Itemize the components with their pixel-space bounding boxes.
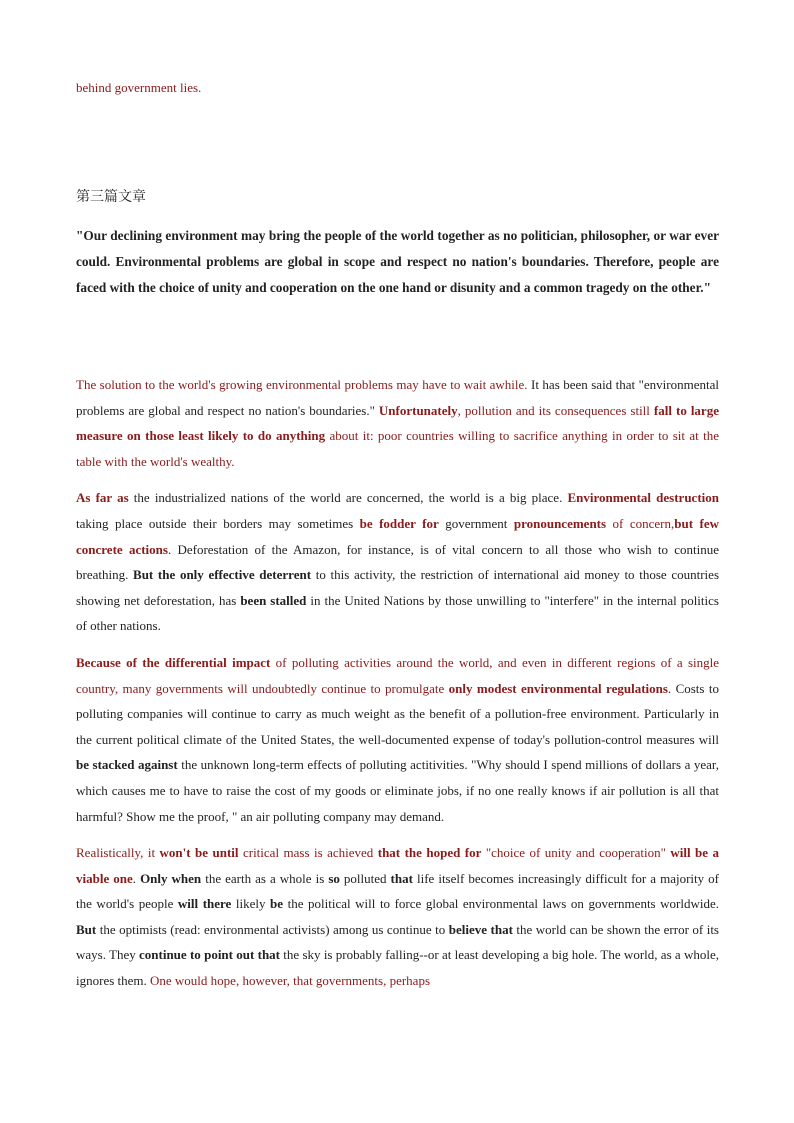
text-run: that the hoped for bbox=[377, 845, 482, 861]
text-run: . Costs to polluting companies will continue to carry as much weight as the benefit of a pollution-free environment. Particularly in the current political climate of the United States, the well-documented expense of today's pollution-control measures will bbox=[76, 680, 719, 747]
essay-paragraph-1 bbox=[76, 372, 719, 474]
text-run: . bbox=[132, 870, 141, 886]
essay-paragraph-4 bbox=[76, 840, 719, 994]
text-run: It has been said that "environmental problems are global and respect no nation's boundaries." bbox=[76, 377, 720, 418]
text-run: to this activity, the restriction of international aid money to those countries showing net deforestation, has bbox=[76, 567, 720, 608]
text-run: won't be until bbox=[159, 845, 239, 861]
text-run: polluted bbox=[339, 870, 391, 886]
text-run: the world can be shown the error of its ways. They bbox=[76, 921, 719, 963]
text-run: continue to point out that bbox=[139, 947, 281, 963]
text-run: But bbox=[76, 921, 97, 937]
text-run: Unfortunately bbox=[378, 402, 458, 418]
text-run: in the United Nations by those unwilling to "interfere" in the internal politics of other nations. bbox=[76, 592, 719, 634]
text-run: pronouncements bbox=[513, 515, 607, 531]
essay-paragraph-2 bbox=[76, 485, 719, 639]
text-run: fall to large measure on those least likely to do anything bbox=[76, 402, 719, 444]
text-run: of polluting activities around the world, and even in different regions of a single country, many governments will undoubtedly continue to promulgate bbox=[76, 654, 720, 696]
article-heading: 第三篇文章 bbox=[76, 189, 146, 205]
text-run: . Deforestation of the Amazon, for instance, is of vital concern to all those who wish to continue breathing. bbox=[76, 541, 719, 583]
text-run: the earth as a whole is bbox=[201, 870, 329, 886]
text-run: will be a viable one bbox=[76, 845, 719, 886]
text-run: be stacked against bbox=[76, 757, 178, 773]
text-run: believe that bbox=[448, 921, 513, 937]
text-run: But the only effective deterrent bbox=[133, 567, 312, 583]
text-run: Because of the differential impact bbox=[76, 654, 271, 670]
text-run: but few concrete actions bbox=[76, 515, 720, 557]
text-run: about it: poor countries willing to sacrifice anything in order to sit at the table with the world's wealthy. bbox=[76, 428, 720, 469]
text-run: be bbox=[270, 896, 284, 912]
text-run: One would hope, however, that governments, perhaps bbox=[150, 973, 431, 989]
text-run: only modest environmental regulations bbox=[448, 680, 668, 696]
text-run: the unknown long-term effects of polluting actitivities. "Why should I spend millions of dollars a year, which causes me to have to raise the cost of my goods or eliminate jobs, if no one really knows if air pollution is all that harmful? Show me the proof, " an air polluting company may demand. bbox=[76, 757, 719, 824]
text-run: the industrialized nations of the world are concerned, the world is a big place. bbox=[128, 490, 568, 506]
text-run: "choice of unity and cooperation" bbox=[481, 845, 671, 861]
text-run: taking place outside their borders may sometimes bbox=[76, 515, 360, 531]
text-run: critical mass is achieved bbox=[238, 845, 378, 861]
text-run: likely bbox=[231, 896, 271, 912]
text-run: Realistically, it bbox=[76, 845, 160, 861]
text-run: will there bbox=[177, 896, 232, 912]
text-run: The solution to the world's growing environmental problems may have to wait awhile. bbox=[76, 377, 528, 392]
text-run: the political will to force global environmental laws on governments worldwide. bbox=[283, 896, 720, 912]
text-run: Environmental destruction bbox=[567, 490, 719, 506]
text-run: be fodder for bbox=[359, 515, 439, 531]
text-run: of concern, bbox=[606, 515, 675, 531]
essay-body bbox=[76, 372, 719, 1005]
text-run: , pollution and its consequences still bbox=[457, 402, 654, 418]
essay-paragraph-3 bbox=[76, 650, 719, 829]
text-run: life itself becomes increasingly difficult for a majority of the world's people bbox=[76, 870, 720, 912]
text-run: As far as bbox=[76, 490, 129, 506]
text-run: been stalled bbox=[240, 592, 307, 608]
previous-article-ending: behind government lies. bbox=[76, 80, 202, 95]
text-run: government bbox=[438, 515, 514, 531]
text-run: that bbox=[390, 870, 413, 886]
text-run: the sky is probably falling--or at least developing a big hole. The world, as a whole, ignores them. bbox=[76, 947, 719, 989]
text-run: so bbox=[328, 870, 340, 886]
prompt-quote: "Our declining environment may bring the people of the world together as no politician, philosopher, or war ever could. Environmental problems are global in scope and respect no nation's boundaries. Therefore, people are faced with the choice of unity and cooperation on the one hand or disunity and a common tragedy on the other." bbox=[76, 228, 719, 295]
text-run: Only when bbox=[140, 870, 202, 886]
text-run: the optimists (read: environmental activists) among us continue to bbox=[96, 921, 449, 937]
